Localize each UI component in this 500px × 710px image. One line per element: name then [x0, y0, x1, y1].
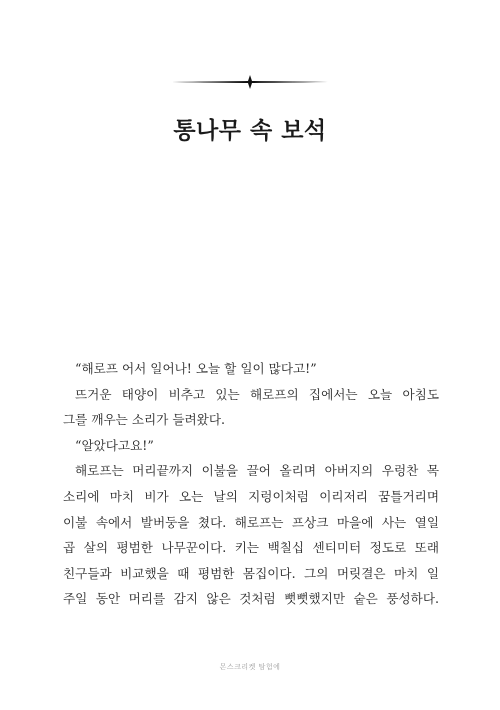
text-line: “해로프 어서 일어나! 오늘 할 일이 많다고!”	[75, 361, 317, 376]
title-ornament	[170, 72, 330, 92]
text-line: 이불 속에서 발버둥을 쳤다. 해로프는 프상크 마을에 사는 열일	[63, 514, 439, 530]
text-line: 친구들과 비교했을 때 평범한 몸집이다. 그의 머릿결은 마치 일	[63, 565, 439, 581]
text-line: 해로프는 머리끝까지 이불을 끌어 올리며 아버지의 우렁찬 목	[75, 463, 439, 479]
text-line: 그를 깨우는 소리가 들려왔다.	[63, 412, 225, 428]
text-line: “알았다고요!”	[75, 437, 154, 453]
text-line: 뜨거운 태양이 비추고 있는 해로프의 집에서는 오늘 아침도	[75, 386, 439, 402]
body-text	[63, 356, 439, 612]
chapter-title: 통나무 속 보석	[173, 118, 327, 144]
page-footer: 몬스크리켓 탐험에	[219, 663, 281, 671]
text-line: 주일 동안 머리를 감지 않은 것처럼 뻣뻣했지만 숱은 풍성하다.	[63, 591, 439, 607]
text-line: 곱 살의 평범한 나무꾼이다. 키는 백칠십 센티미터 정도로 또래	[63, 540, 439, 556]
text-line: 소리에 마치 비가 오는 날의 지렁이처럼 이리저리 꿈틀거리며	[63, 488, 439, 504]
